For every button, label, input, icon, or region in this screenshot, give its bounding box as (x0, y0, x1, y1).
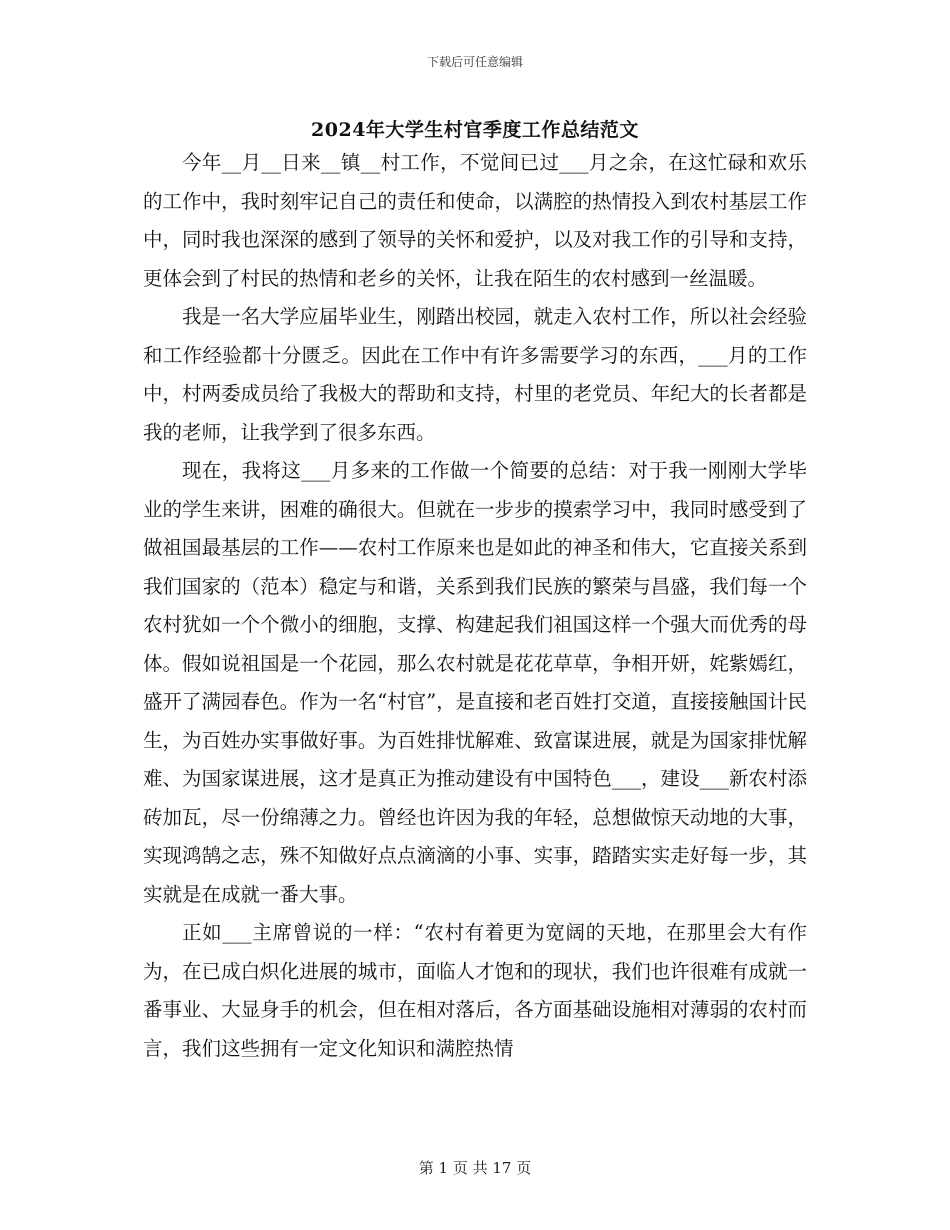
paragraph-3: 现在，我将这___月多来的工作做一个简要的总结：对于我一刚刚大学毕业的学生来讲，困难的确很大。但就在一步步的摸索学习中，我同时感受到了做祖国最基层的工作——农村工作原来也是如此的神圣和伟大，它直接关系到我们国家的（范本）稳定与和谐，关系到我们民族的繁荣与昌盛，我们每一个农村犹如一个个微小的细胞，支撑、构建起我们祖国这样一个强大而优秀的母体。假如说祖国是一个花园，那么农村就是花花草草，争相开妍，姹紫嫣红，盛开了满园春色。作为一名“村官”，是直接和老百姓打交道，直接接触国计民生，为百姓办实事做好事。为百姓排忧解难、致富谋进展，就是为国家排忧解难、为国家谋进展，这才是真正为推动建设有中国特色___，建设___新农村添砖加瓦，尽一份绵薄之力。曾经也许因为我的年轻，总想做惊天动地的大事，实现鸿鹄之志，殊不知做好点点滴滴的小事、实事，踏踏实实走好每一步，其实就是在成就一番大事。 (143, 459, 807, 906)
page-number: 第 1 页 共 17 页 (418, 1159, 532, 1177)
header-note: 下载后可任意编辑 (426, 55, 523, 69)
document-title: 2024年大学生村官季度工作总结范文 (311, 119, 639, 141)
document-body (143, 144, 807, 1068)
paragraph-4: 正如___主席曾说的一样：“农村有着更为宽阔的天地，在那里会大有作为，在已成白炽化进展的城市，面临人才饱和的现状，我们也许很难有成就一番事业、大显身手的机会，但在相对落后，各方面基础设施相对薄弱的农村而言，我们这些拥有一定文化知识和满腔热情 (143, 921, 807, 1060)
paragraph-2: 我是一名大学应届毕业生，刚踏出校园，就走入农村工作，所以社会经验和工作经验都十分匮乏。因此在工作中有许多需要学习的东西，___月的工作中，村两委成员给了我极大的帮助和支持，村里的老党员、年纪大的长者都是我的老师，让我学到了很多东西。 (143, 305, 807, 444)
paragraph-1: 今年__月__日来__镇__村工作，不觉间已过___月之余，在这忙碌和欢乐的工作中，我时刻牢记自己的责任和使命，以满腔的热情投入到农村基层工作中，同时我也深深的感到了领导的关怀和爱护，以及对我工作的引导和支持，更体会到了村民的热情和老乡的关怀，让我在陌生的农村感到一丝温暖。 (143, 151, 807, 290)
